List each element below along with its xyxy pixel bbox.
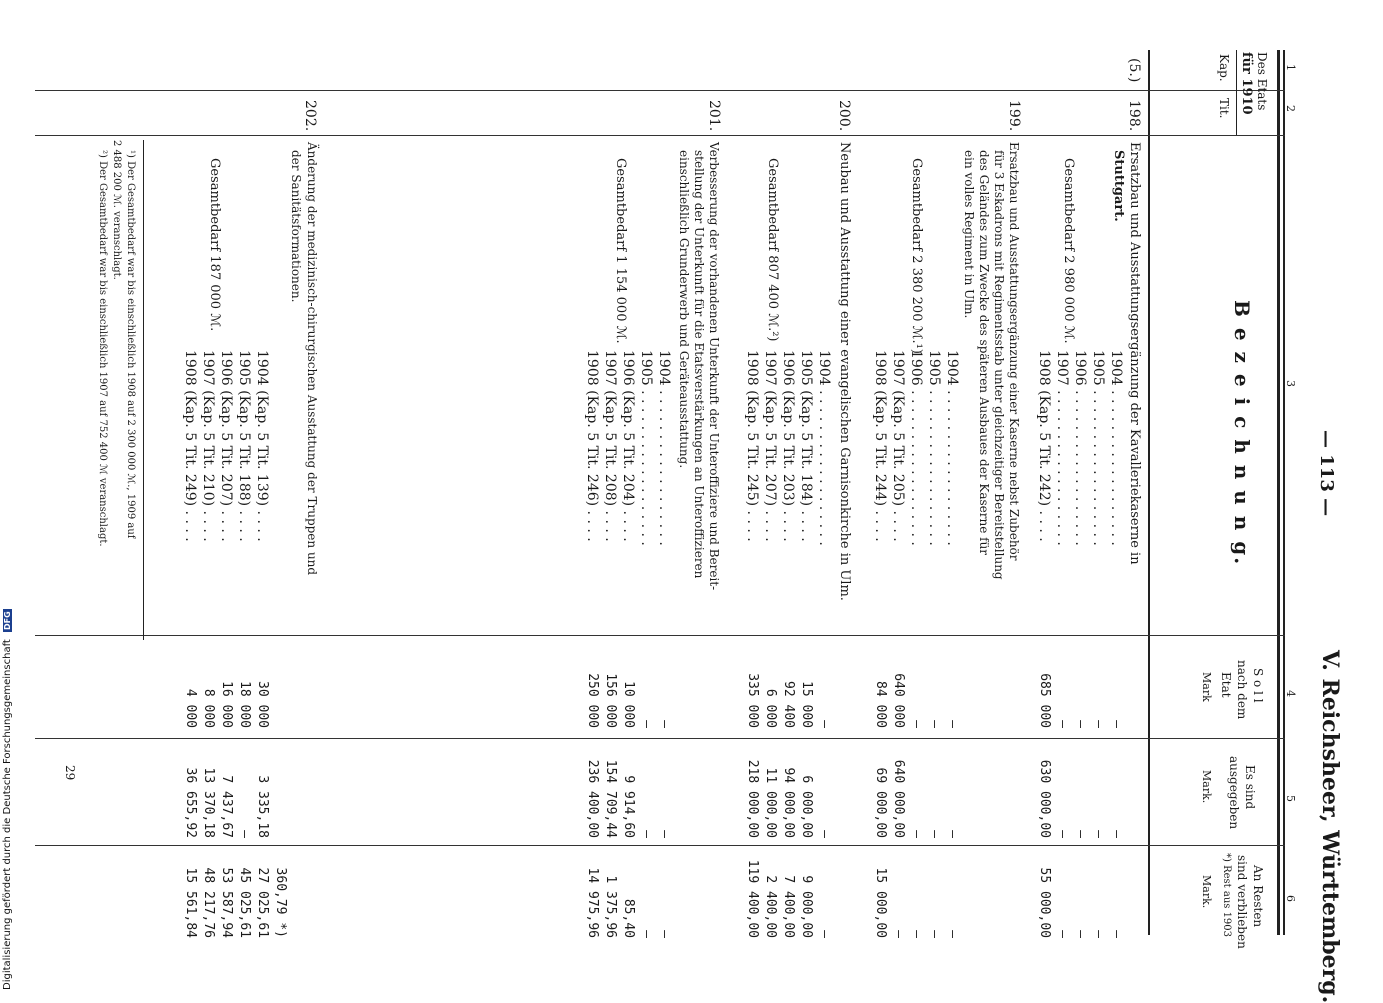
- soll-value: 15 000: [799, 681, 814, 728]
- soll-value: —: [1073, 720, 1088, 728]
- year-row: 1908 (Kap. 5 Tit. 245) . . . .: [744, 350, 760, 542]
- ausgegeben-value: 9 914,60: [621, 775, 636, 838]
- section-title: V. Reichsheer, Württemberg.: [1317, 650, 1343, 1003]
- year-row: 1905 (Kap. 5 Tit. 188) . . . .: [236, 350, 252, 542]
- tit-number: 198.: [1126, 100, 1142, 132]
- header-ausgegeben-unit: Mark.: [1200, 770, 1213, 804]
- year-row: 1907 . . . . . . . . . . . . . . . . . .: [1054, 350, 1070, 546]
- ausgegeben-value: 94 000,00: [781, 767, 796, 838]
- description-line: Änderung der medizinisch-chirurgischen Ausstattung der Truppen und: [305, 142, 319, 576]
- soll-value: 6 000: [763, 688, 778, 728]
- soll-value: —: [817, 720, 832, 728]
- tit-number: 200.: [836, 100, 852, 132]
- rest-value: 27 025,61: [255, 867, 270, 938]
- soll-value: —: [1055, 720, 1070, 728]
- header-bezeichnung: B e z e i c h n u n g.: [1230, 300, 1254, 567]
- col-number-2: 2: [1284, 105, 1297, 112]
- header-soll-line1: S o l l: [1251, 668, 1265, 703]
- tit-number: 199.: [1006, 100, 1022, 132]
- rest-value: 53 587,94: [219, 867, 234, 938]
- sponsor-credit: [2, 609, 13, 990]
- rest-value: 1 375,96: [603, 875, 618, 938]
- ausgegeben-value: —: [945, 830, 960, 838]
- rest-value: 45 025,61: [237, 867, 252, 938]
- year-row: 1905 . . . . . . . . . . . . . . . . . .: [638, 350, 654, 546]
- header-reste-line2: sind verblieben: [1235, 855, 1249, 949]
- gesamtbedarf: Gesamtbedarf 187 000 ℳ.: [207, 158, 222, 332]
- ausgegeben-value: 236 400,00: [585, 759, 600, 838]
- ausgegeben-value: 69 000,00: [873, 767, 888, 838]
- rest-value: —: [945, 930, 960, 938]
- ausgegeben-value: —: [1055, 830, 1070, 838]
- ausgegeben-value: —: [909, 830, 924, 838]
- rest-value: —: [927, 930, 942, 938]
- header-reste-unit: Mark.: [1200, 875, 1213, 909]
- description-line: Verbesserung der vorhandenen Unterkunft der Unteroffiziere und Bereit-: [707, 142, 721, 591]
- ausgegeben-value: —: [1073, 830, 1088, 838]
- soll-value: —: [945, 720, 960, 728]
- description-line: Ersatzbau und Ausstattungsergänzung einer Kaserne nebst Zubehör: [1007, 142, 1021, 561]
- header-ausgegeben-line1: Es sind: [1243, 765, 1257, 810]
- soll-value: —: [657, 720, 672, 728]
- footnote-line: ²) Der Gesamtbedarf war bis einschließlich 1907 auf 752 400 ℳ veranschlagt.: [97, 150, 108, 547]
- col-number-3: 3: [1284, 380, 1297, 387]
- year-row: 1908 (Kap. 5 Tit. 246) . . . .: [584, 350, 600, 542]
- soll-value: 4 000: [183, 688, 198, 728]
- year-row: 1907 (Kap. 5 Tit. 208) . . . .: [602, 350, 618, 542]
- ausgegeben-value: 11 000,00: [763, 767, 778, 838]
- year-row: 1906 . . . . . . . . . . . . . . . . . .: [1072, 350, 1088, 546]
- year-row: 1904 . . . . . . . . . . . . . . . . . .: [944, 350, 960, 546]
- year-row: 1906 (Kap. 5 Tit. 207) . . . .: [218, 350, 234, 542]
- soll-value: —: [909, 720, 924, 728]
- ausgegeben-value: 3 335,18: [255, 775, 270, 838]
- rest-value: 14 975,96: [585, 867, 600, 938]
- soll-value: 18 000: [237, 681, 252, 728]
- col-number-6: 6: [1284, 895, 1297, 902]
- header-reste-line1: An Resten: [1251, 865, 1265, 928]
- header-tit: Tit.: [1217, 98, 1231, 119]
- ausgegeben-value: 13 370,18: [201, 767, 216, 838]
- description-line: des Geländes zum Zwecke des späteren Ausbaues der Kaserne für: [977, 150, 991, 556]
- ausgegeben-value: —: [927, 830, 942, 838]
- col-number-1: 1: [1284, 64, 1297, 71]
- year-row: 1908 (Kap. 5 Tit. 244) . . . .: [872, 350, 888, 542]
- header-soll-line3: Etat: [1219, 672, 1233, 698]
- header-etat-line2: für 1910: [1239, 52, 1254, 115]
- col-number-4: 4: [1284, 690, 1297, 697]
- rest-value: 9 000,00: [799, 875, 814, 938]
- soll-value: 30 000: [255, 681, 270, 728]
- header-soll-line2: nach dem: [1235, 660, 1249, 720]
- year-row: 1908 (Kap. 5 Tit. 242) . . . .: [1036, 350, 1052, 542]
- tit-number: 201.: [706, 100, 722, 132]
- soll-value: 335 000: [745, 673, 760, 728]
- footnote-line: 2 488 200 ℳ. veranschlagt.: [111, 140, 122, 280]
- year-row: 1906 . . . . . . . . . . . . . . . . . .: [908, 350, 924, 546]
- description-line: für 3 Eskadrons mit Regimentsstab unter gleichzeitiger Bereitstellung: [992, 150, 1006, 580]
- ausgegeben-value: —: [639, 830, 654, 838]
- soll-value: 16 000: [219, 681, 234, 728]
- ausgegeben-value: 154 709,44: [603, 759, 618, 838]
- header-soll-unit: Mark: [1200, 672, 1213, 702]
- footnote-line: ¹) Der Gesamtbedarf war bis einschließlich 1908 auf 2 300 000 ℳ., 1909 auf: [125, 150, 136, 539]
- gesamtbedarf: Gesamtbedarf 807 400 ℳ.²): [765, 158, 780, 342]
- soll-value: 685 000: [1037, 673, 1052, 728]
- year-row: 1904 (Kap. 5 Tit. 139) . . . .: [254, 350, 270, 542]
- description-line: Ersatzbau und Ausstattungsergänzung der Kavalleriekaserne in: [1127, 142, 1142, 565]
- year-row: 1904 . . . . . . . . . . . . . . . . . .: [1108, 350, 1124, 546]
- year-row: 1908 (Kap. 5 Tit. 249) . . . .: [182, 350, 198, 542]
- soll-value: —: [1091, 720, 1106, 728]
- gesamtbedarf: Gesamtbedarf 1 154 000 ℳ.: [613, 158, 628, 344]
- rest-value: —: [639, 930, 654, 938]
- rest-value: 2 400,00: [763, 875, 778, 938]
- soll-value: —: [927, 720, 942, 728]
- page-number: — 113 —: [1316, 430, 1337, 517]
- description-line: ein volles Regiment in Ulm.: [962, 150, 976, 319]
- description-line: Stuttgart.: [1111, 150, 1126, 222]
- soll-value: 92 400: [781, 681, 796, 728]
- year-row: 1905 (Kap. 5 Tit. 184) . . . .: [798, 350, 814, 542]
- ausgegeben-value: —: [237, 830, 252, 838]
- ausgegeben-value: 218 000,00: [745, 759, 760, 838]
- soll-value: 84 000: [873, 681, 888, 728]
- soll-value: 640 000: [891, 673, 906, 728]
- soll-value: —: [639, 720, 654, 728]
- ausgegeben-value: 6 000,00: [799, 775, 814, 838]
- soll-value: 8 000: [201, 688, 216, 728]
- rest-value: 119 400,00: [745, 859, 760, 938]
- rest-value: 360,79 *): [273, 867, 288, 938]
- description-line: stellung der Unterkunft für die Etatsverstärkungen an Unteroffizieren: [692, 150, 706, 579]
- rest-value: 48 217,76: [201, 867, 216, 938]
- ausgegeben-value: 7 437,67: [219, 775, 234, 838]
- rest-value: —: [1055, 930, 1070, 938]
- year-row: 1906 (Kap. 5 Tit. 204) . . . .: [620, 350, 636, 542]
- rest-value: —: [1073, 930, 1088, 938]
- rest-value: 7 400,00: [781, 875, 796, 938]
- description-line: Neubau und Ausstattung einer evangelischen Garnisonkirche in Ulm.: [837, 142, 852, 601]
- soll-value: —: [1109, 720, 1124, 728]
- rest-value: —: [817, 930, 832, 938]
- year-row: 1906 (Kap. 5 Tit. 203) . . . .: [780, 350, 796, 542]
- header-etat-line1: Des Etats: [1255, 52, 1269, 111]
- description-line: einschließlich Grunderwerb und Geräteausstattung.: [677, 150, 691, 469]
- gesamtbedarf: Gesamtbedarf 2 980 000 ℳ.: [1061, 158, 1076, 344]
- year-row: 1905 . . . . . . . . . . . . . . . . . .: [926, 350, 942, 546]
- year-row: 1907 (Kap. 5 Tit. 210) . . . .: [200, 350, 216, 542]
- rest-value: —: [891, 930, 906, 938]
- header-kap: Kap.: [1217, 54, 1231, 82]
- rest-value: 55 000,00: [1037, 867, 1052, 938]
- ausgegeben-value: —: [657, 830, 672, 838]
- rest-value: —: [909, 930, 924, 938]
- soll-value: 10 000: [621, 681, 636, 728]
- header-ausgegeben-line2: ausgegeben: [1227, 756, 1241, 830]
- rest-value: —: [1091, 930, 1106, 938]
- year-row: 1907 (Kap. 5 Tit. 207) . . . .: [762, 350, 778, 542]
- soll-value: 250 000: [585, 673, 600, 728]
- header-reste-line3: *) Rest aus 1903: [1221, 853, 1232, 938]
- dfg-logo: DFG: [3, 611, 12, 630]
- year-row: 1904 . . . . . . . . . . . . . . . . . .: [816, 350, 832, 546]
- rest-value: —: [1109, 930, 1124, 938]
- rest-value: —: [657, 930, 672, 938]
- rest-value: 15 561,84: [183, 867, 198, 938]
- ausgegeben-value: 640 000,00: [891, 759, 906, 838]
- description-line: der Sanitätsformationen.: [289, 150, 303, 303]
- year-row: 1907 (Kap. 5 Tit. 205) . . . .: [890, 350, 906, 542]
- gesamtbedarf: Gesamtbedarf 2 380 200 ℳ.¹): [909, 158, 924, 354]
- ausgegeben-value: —: [817, 830, 832, 838]
- kap-number: (5.): [1126, 58, 1142, 83]
- rest-value: 85,40: [621, 898, 636, 938]
- sheet-number: 29: [63, 765, 77, 781]
- rest-value: 15 000,00: [873, 867, 888, 938]
- ausgegeben-value: 36 655,92: [183, 767, 198, 838]
- tit-number: 202.: [302, 100, 318, 132]
- year-row: 1905 . . . . . . . . . . . . . . . . . .: [1090, 350, 1106, 546]
- year-row: 1904 . . . . . . . . . . . . . . . . . .: [656, 350, 672, 546]
- ausgegeben-value: 630 000,00: [1037, 759, 1052, 838]
- col-number-5: 5: [1284, 795, 1297, 802]
- sponsor-text: Digitalisierung gefördert durch die Deutsche Forschungsgemeinschaft: [2, 639, 13, 990]
- ausgegeben-value: —: [1109, 830, 1124, 838]
- ausgegeben-value: —: [1091, 830, 1106, 838]
- soll-value: 156 000: [603, 673, 618, 728]
